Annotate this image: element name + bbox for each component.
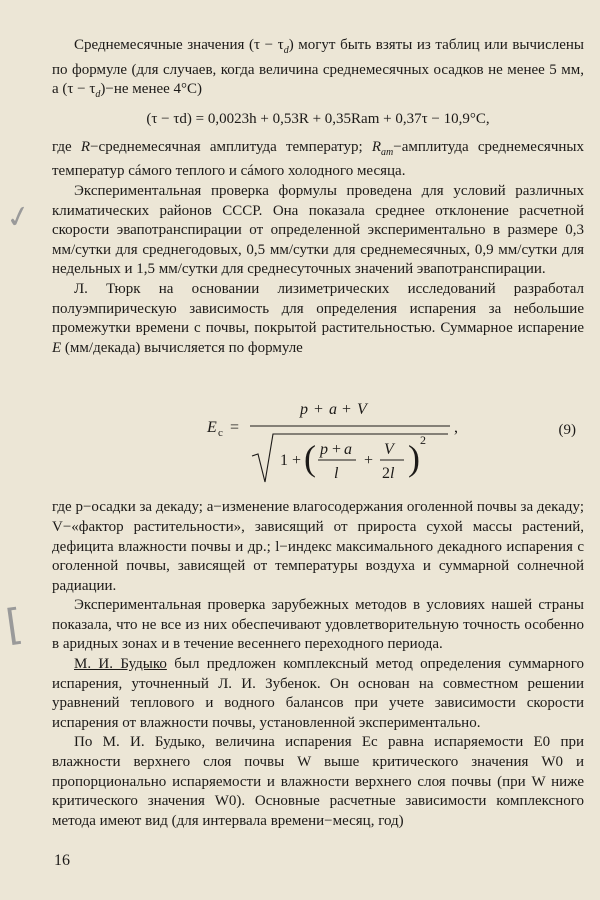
paragraph-4: Л. Тюрк на основании лизиметрических исследований разработал полуэмпирическую зависимость для определения испарения за небольшие промежутки времени с почвы, покрытой растительностью. Суммарное испарение E (мм/декада) вычисляется по формуле [52,280,584,356]
paragraph-1: Среднемесячные значения $(\tau - \tau_d)$ могут быть взяты из таблиц или вычислены по формуле (для случаев, когда величина среднемесячных осадков не менее 5 мм, а $(\tau - \tau_d)-не$ менее 4°C) [52,37,584,101]
svg-text:a: a [329,401,337,419]
paragraph-3: Экспериментальная проверка формулы проведена для условий различных климатических районов СССР. Она показала среднее отклонение расчетной скорости эвапотранспирации от определенной экспериментально в размере 0,3 мм/сутки для среднегодовых, 0,5 мм/сутки для среднемесячных, 0,9 мм/сутки для недельных и 1,5 мм/сутки для среднесуточных значений эвапотранспирации. [52,182,584,278]
svg-text:1 +: 1 + [280,452,302,470]
formula-graphic [52,370,584,490]
svg-text:p: p [300,401,308,419]
svg-text:l: l [334,465,339,483]
paragraph-5: где p−осадки за декаду; a−изменение влагосодержания оголенной почвы за декаду; V−«фактор растительности», зависящий от прироста сухой массы растений, дефицита влажности почвы и др.; l−индекс максимального декадного испарения с оголенной почвы, зависящей от температуры воздуха и суммарной солнечной радиации. [52,499,584,594]
svg-text:E: E [207,419,217,437]
equation-number: (9) [558,422,576,439]
svg-text:+: + [314,401,324,419]
paragraph-2: где R−среднемесячная амплитуда температур; $R_{am}-амплитуда$ среднемесячных температур сáмого теплого и сáмого холодного месяца. [52,138,584,180]
svg-text:): ) [408,438,420,479]
svg-text:2l: 2l [382,465,395,483]
paragraph-8: По М. И. Будыко, величина испарения Eс равна испаряемости E0 при влажности верхнего слоя почвы W выше критического значения W0 и пропорционально испаряемости и влажности верхнего слоя почвы (при W ниже критического значения W0). Основные расчетные зависимости комплексного метода имеют вид (для интервала времени−месяц, год) [52,734,584,829]
svg-text:=: = [230,419,240,437]
svg-text:(: ( [304,438,316,479]
page-number: 16 [54,852,70,869]
margin-bracket-icon: [ [2,599,26,650]
svg-text:+: + [364,452,374,470]
svg-text:c: c [218,427,223,440]
paragraph-7: М. И. Будыко был предложен комплексный метод определения суммарного испарения, уточненный Л. И. Зубенок. Он основан на совместном решении уравнений теплового и водного балансов при учете зависимости скорости испарения от влажности почвы, установленной экспериментально. [52,656,585,731]
svg-text:V: V [357,401,367,419]
svg-text:,: , [454,419,458,437]
equation-9 [52,370,584,490]
margin-check-mark-icon: ✓ [2,197,35,238]
page-body [52,36,584,831]
svg-text:p: p [320,441,328,459]
equation-1: (τ − τd) = 0,0023h + 0,53R + 0,35Ram + 0,37τ − 10,9°C, [146,110,490,127]
paragraph-6: Экспериментальная проверка зарубежных методов в условиях нашей страны показала, что не все из них обеспечивают удовлетворительную точность особенно в аридных зонах и в течение весеннего переходного периода. [52,597,584,653]
svg-text:+: + [332,441,342,459]
svg-text:V: V [384,441,394,459]
svg-text:a: a [344,441,352,459]
svg-text:2: 2 [420,433,426,448]
svg-text:+: + [342,401,352,419]
